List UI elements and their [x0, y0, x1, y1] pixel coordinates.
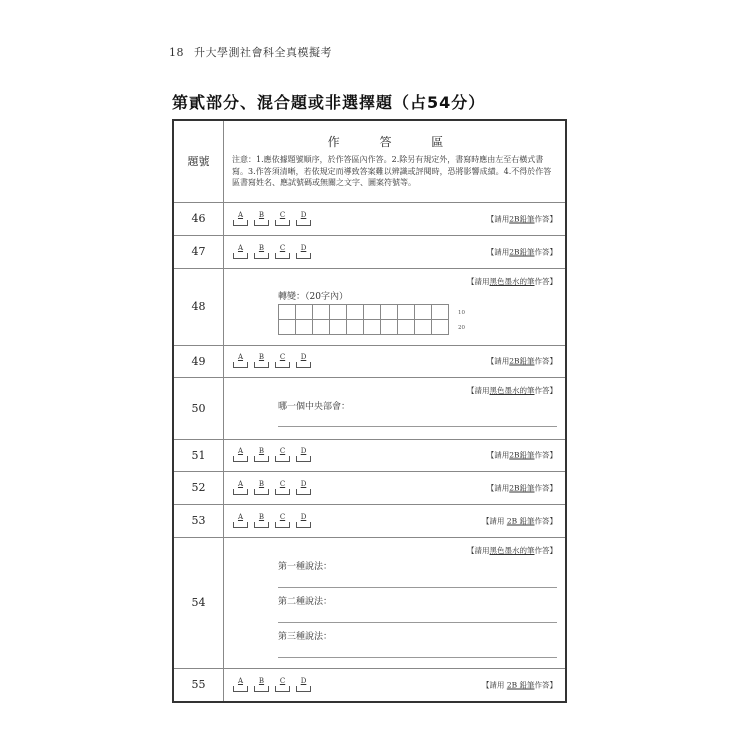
- answer-cell: [224, 377, 567, 439]
- ink-instruction: 【請用黑色墨水的筆作答】: [467, 276, 557, 286]
- option-a-bubble[interactable]: A: [233, 212, 248, 226]
- question-row-49: [173, 345, 566, 377]
- question-row-48: [173, 268, 566, 345]
- question-number: 53: [173, 504, 224, 537]
- option-b-bubble[interactable]: B: [254, 245, 269, 259]
- option-b-bubble[interactable]: B: [254, 514, 269, 528]
- option-b-bubble[interactable]: B: [254, 354, 269, 368]
- answer-area-title: 作 答 區: [327, 135, 462, 149]
- question-number: 47: [173, 235, 224, 268]
- question-row-55: [173, 668, 566, 702]
- answer-cell: [224, 668, 567, 702]
- option-c-bubble[interactable]: C: [275, 245, 290, 259]
- question-number: 54: [173, 537, 224, 668]
- notice-text: 注意：1.應依據題號順序，於作答區內作答。2.除另有規定外，書寫時應由左至右橫式書寫。3.作答須清晰，若依規定而導致答案難以辨識或評閱時，恐將影響成績。4.不得於作答區書寫姓名、應試號碼或無關之文字、圖案符號等。: [232, 155, 552, 187]
- question-row-52: [173, 471, 566, 504]
- pencil-instruction: 【請用2B鉛筆作答】: [486, 214, 557, 223]
- pencil-instruction: 【請用2B鉛筆作答】: [486, 450, 557, 460]
- option-a-bubble[interactable]: A: [233, 481, 248, 495]
- option-b-bubble[interactable]: B: [254, 678, 269, 692]
- question-row-46: [173, 202, 566, 235]
- option-c-bubble[interactable]: C: [275, 212, 290, 226]
- option-d-bubble[interactable]: D: [296, 514, 311, 528]
- section-title: 第貳部分、混合題或非選擇題（占54分）: [172, 93, 486, 112]
- page-header: [169, 44, 332, 60]
- option-c-bubble[interactable]: C: [275, 678, 290, 692]
- pencil-instruction: 【請用2B鉛筆作答】: [486, 247, 557, 256]
- question-number-header: 題號: [173, 120, 224, 202]
- pencil-instruction: 【請用2B鉛筆作答】: [486, 356, 557, 366]
- option-c-bubble[interactable]: C: [275, 514, 290, 528]
- answer-cell: [224, 345, 567, 377]
- question-number: 52: [173, 471, 224, 504]
- question-row-53: [173, 504, 566, 537]
- question-number: 51: [173, 439, 224, 471]
- option-a-bubble[interactable]: A: [233, 678, 248, 692]
- question-number: 49: [173, 345, 224, 377]
- option-d-bubble[interactable]: D: [296, 354, 311, 368]
- q54-prompt-1: 第一種說法：: [278, 561, 333, 572]
- page-number: 18: [169, 46, 184, 59]
- option-c-bubble[interactable]: C: [275, 448, 290, 462]
- ink-instruction: 【請用黑色墨水的筆作答】: [467, 545, 557, 555]
- answer-cell: [224, 537, 567, 668]
- option-d-bubble[interactable]: D: [296, 245, 311, 259]
- pencil-instruction: 【請用 2B 鉛筆作答】: [481, 680, 557, 690]
- option-b-bubble[interactable]: B: [254, 448, 269, 462]
- grid-count-20: 20: [458, 324, 465, 331]
- q50-prompt: 哪一個中央部會：: [278, 401, 351, 412]
- option-a-bubble[interactable]: A: [233, 354, 248, 368]
- answer-cell: [224, 504, 567, 537]
- answer-line-3[interactable]: [278, 657, 557, 658]
- answer-sheet-header-row: [173, 120, 566, 202]
- q54-prompt-3: 第三種說法：: [278, 631, 333, 642]
- answer-line[interactable]: [278, 426, 557, 427]
- answer-line-2[interactable]: [278, 622, 557, 623]
- option-d-bubble[interactable]: D: [296, 212, 311, 226]
- question-row-51: [173, 439, 566, 471]
- pencil-instruction: 【請用 2B 鉛筆作答】: [481, 516, 557, 525]
- option-d-bubble[interactable]: D: [296, 481, 311, 495]
- q54-prompt-2: 第二種說法：: [278, 596, 333, 607]
- answer-area-header: [224, 120, 567, 202]
- option-a-bubble[interactable]: A: [233, 514, 248, 528]
- question-number: 50: [173, 377, 224, 439]
- option-c-bubble[interactable]: C: [275, 481, 290, 495]
- option-c-bubble[interactable]: C: [275, 354, 290, 368]
- q48-prompt: 轉變：（20字內）: [278, 291, 348, 302]
- option-a-bubble[interactable]: A: [233, 245, 248, 259]
- option-d-bubble[interactable]: D: [296, 678, 311, 692]
- question-row-50: [173, 377, 566, 439]
- question-number: 46: [173, 202, 224, 235]
- question-row-47: [173, 235, 566, 268]
- answer-sheet-table: [172, 119, 567, 703]
- answer-cell: [224, 471, 567, 504]
- option-b-bubble[interactable]: B: [254, 481, 269, 495]
- ink-instruction: 【請用黑色墨水的筆作答】: [467, 385, 557, 395]
- character-grid[interactable]: [278, 304, 449, 335]
- pencil-instruction: 【請用2B鉛筆作答】: [486, 483, 557, 492]
- answer-cell: [224, 268, 567, 345]
- option-d-bubble[interactable]: D: [296, 448, 311, 462]
- grid-count-10: 10: [458, 309, 465, 316]
- answer-cell: [224, 439, 567, 471]
- question-row-54: [173, 537, 566, 668]
- option-a-bubble[interactable]: A: [233, 448, 248, 462]
- book-title: 升大學測社會科全真模擬考: [194, 46, 332, 59]
- answer-line-1[interactable]: [278, 587, 557, 588]
- question-number: 55: [173, 668, 224, 702]
- question-number: 48: [173, 268, 224, 345]
- answer-cell: [224, 202, 567, 235]
- answer-cell: [224, 235, 567, 268]
- option-b-bubble[interactable]: B: [254, 212, 269, 226]
